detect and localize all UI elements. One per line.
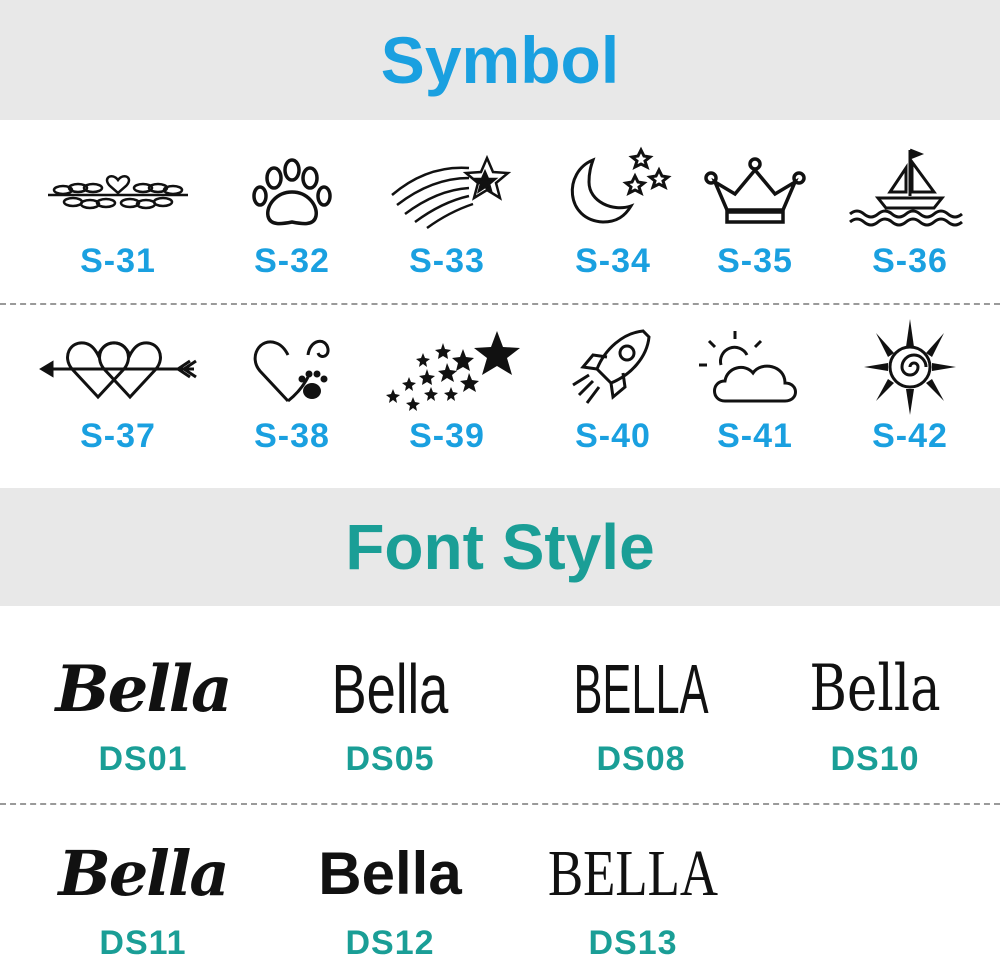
font-code: DS05 [345, 740, 435, 778]
symbol-code: S-38 [254, 417, 330, 455]
symbol-option-s32[interactable] [212, 150, 372, 290]
font-option-ds12[interactable] [275, 826, 505, 976]
font-option-ds13[interactable] [518, 826, 748, 976]
symbol-option-s31[interactable] [38, 150, 198, 290]
font-row-divider [0, 803, 1000, 805]
symbol-code: S-34 [575, 242, 651, 280]
font-code: DS01 [98, 740, 188, 778]
symbol-option-s33[interactable] [367, 150, 527, 290]
sailboat-icon [850, 150, 970, 240]
heart-paw-icon [232, 325, 352, 415]
symbol-option-s35[interactable] [675, 150, 835, 290]
symbol-option-s37[interactable] [38, 325, 198, 465]
shooting-star-icon [387, 150, 507, 240]
font-code: DS10 [830, 740, 920, 778]
symbol-code: S-41 [717, 417, 793, 455]
symbol-code: S-36 [872, 242, 948, 280]
sun-cloud-icon [695, 325, 815, 415]
symbol-code: S-40 [575, 417, 651, 455]
font-code: DS12 [345, 924, 435, 962]
rocket-icon [553, 325, 673, 415]
symbol-option-s39[interactable] [367, 325, 527, 465]
font-code: DS08 [596, 740, 686, 778]
symbol-option-s42[interactable] [830, 325, 990, 465]
font-sample: BELLA [547, 837, 719, 910]
font-option-ds10[interactable] [760, 642, 990, 792]
font-option-ds11[interactable] [28, 826, 258, 976]
sun-spiral-icon [850, 325, 970, 415]
font-style-title: Font Style [345, 511, 655, 583]
symbol-code: S-37 [80, 417, 156, 455]
symbol-option-s38[interactable] [212, 325, 372, 465]
symbol-option-s34[interactable] [533, 150, 693, 290]
symbol-code: S-42 [872, 417, 948, 455]
symbol-row-divider [0, 303, 1000, 305]
font-sample: Bella [58, 837, 228, 910]
font-option-ds08[interactable] [526, 642, 756, 792]
font-code: DS11 [99, 924, 187, 962]
symbol-title: Symbol [380, 23, 620, 97]
symbol-option-s36[interactable] [830, 150, 990, 290]
font-code: DS13 [588, 924, 678, 962]
symbol-option-s41[interactable] [675, 325, 835, 465]
font-sample: BELLA [573, 650, 709, 728]
symbol-code: S-31 [80, 242, 156, 280]
symbol-code: S-32 [254, 242, 330, 280]
font-option-ds05[interactable] [275, 642, 505, 792]
paw-icon [232, 150, 352, 240]
laurel-heart-icon [58, 150, 178, 240]
moon-stars-icon [553, 150, 673, 240]
crown-icon [695, 150, 815, 240]
symbol-option-s40[interactable] [533, 325, 693, 465]
hearts-arrow-icon [58, 325, 178, 415]
font-sample: Bella [55, 652, 231, 727]
symbol-code: S-39 [409, 417, 485, 455]
symbol-code: S-35 [717, 242, 793, 280]
font-sample: Bella [331, 650, 449, 728]
font-option-ds01[interactable] [28, 642, 258, 792]
font-sample: Bella [318, 840, 462, 907]
star-burst-icon [387, 325, 507, 415]
symbol-header [0, 0, 1000, 120]
font-sample: Bella [809, 652, 941, 726]
symbol-code: S-33 [409, 242, 485, 280]
font-style-header [0, 488, 1000, 606]
